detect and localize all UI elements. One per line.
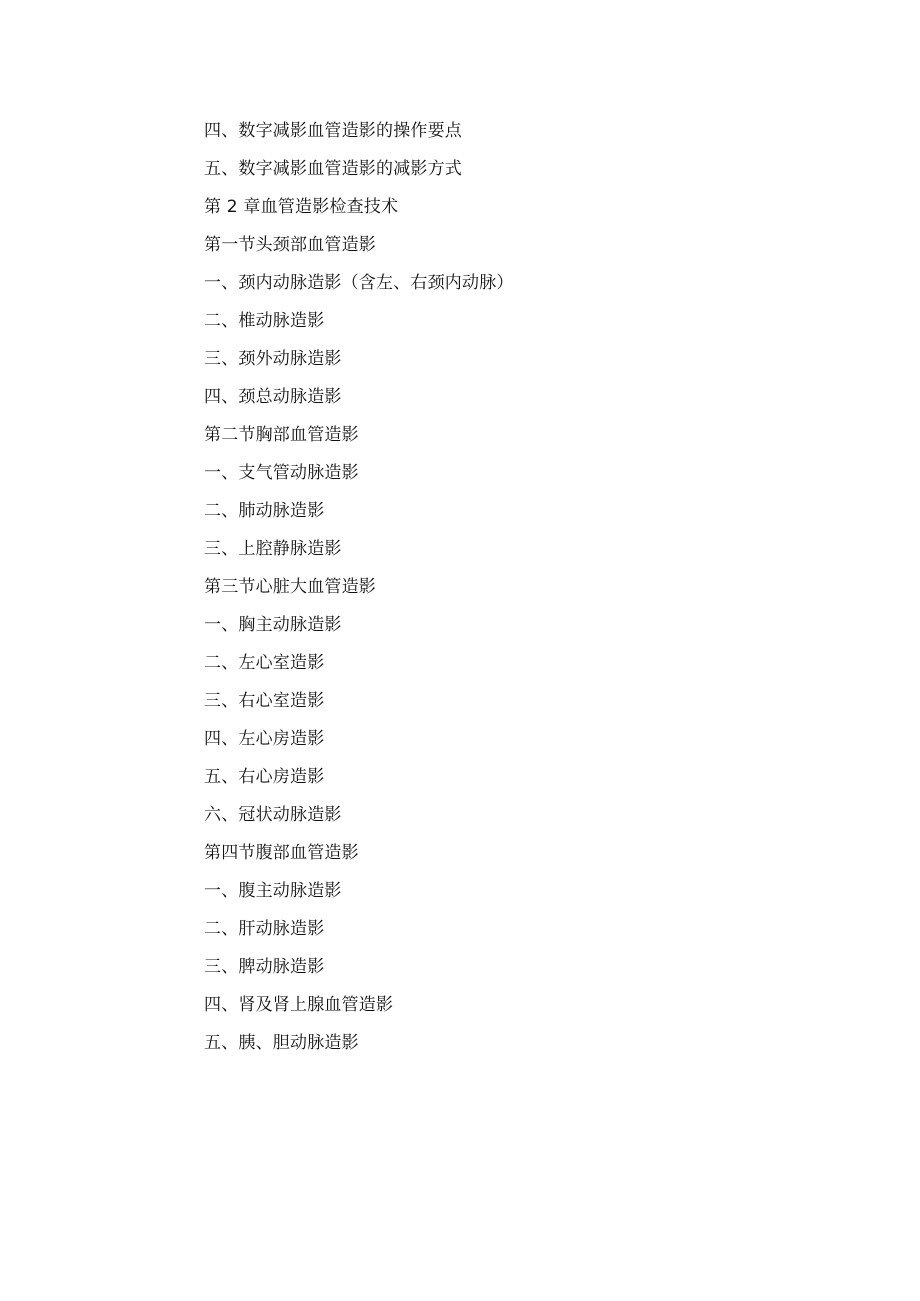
outline-line: 二、肺动脉造影 bbox=[204, 501, 325, 521]
outline-line: 一、腹主动脉造影 bbox=[204, 881, 342, 901]
outline-line: 二、椎动脉造影 bbox=[204, 311, 325, 331]
section-heading: 第二节胸部血管造影 bbox=[204, 425, 359, 445]
outline-content bbox=[204, 112, 824, 1062]
outline-line: 四、左心房造影 bbox=[204, 729, 325, 749]
section-heading: 第一节头颈部血管造影 bbox=[204, 235, 376, 255]
outline-line: 五、数字减影血管造影的减影方式 bbox=[204, 159, 462, 179]
outline-line: 三、颈外动脉造影 bbox=[204, 349, 342, 369]
outline-line: 一、支气管动脉造影 bbox=[204, 463, 359, 483]
outline-line: 五、右心房造影 bbox=[204, 767, 325, 787]
outline-line: 一、胸主动脉造影 bbox=[204, 615, 342, 635]
outline-line: 四、数字减影血管造影的操作要点 bbox=[204, 121, 462, 141]
outline-line: 三、脾动脉造影 bbox=[204, 957, 325, 977]
outline-line: 二、肝动脉造影 bbox=[204, 919, 325, 939]
outline-line: 六、冠状动脉造影 bbox=[204, 805, 342, 825]
outline-line: 二、左心室造影 bbox=[204, 653, 325, 673]
section-heading: 第三节心脏大血管造影 bbox=[204, 577, 376, 597]
outline-line: 四、肾及肾上腺血管造影 bbox=[204, 995, 394, 1015]
outline-line: 四、颈总动脉造影 bbox=[204, 387, 342, 407]
outline-line: 三、右心室造影 bbox=[204, 691, 325, 711]
section-heading: 第四节腹部血管造影 bbox=[204, 843, 359, 863]
outline-line: 三、上腔静脉造影 bbox=[204, 539, 342, 559]
outline-line: 一、颈内动脉造影（含左、右颈内动脉） bbox=[204, 273, 514, 293]
chapter-heading: 第 2 章血管造影检查技术 bbox=[204, 197, 399, 217]
outline-line: 五、胰、胆动脉造影 bbox=[204, 1033, 359, 1053]
